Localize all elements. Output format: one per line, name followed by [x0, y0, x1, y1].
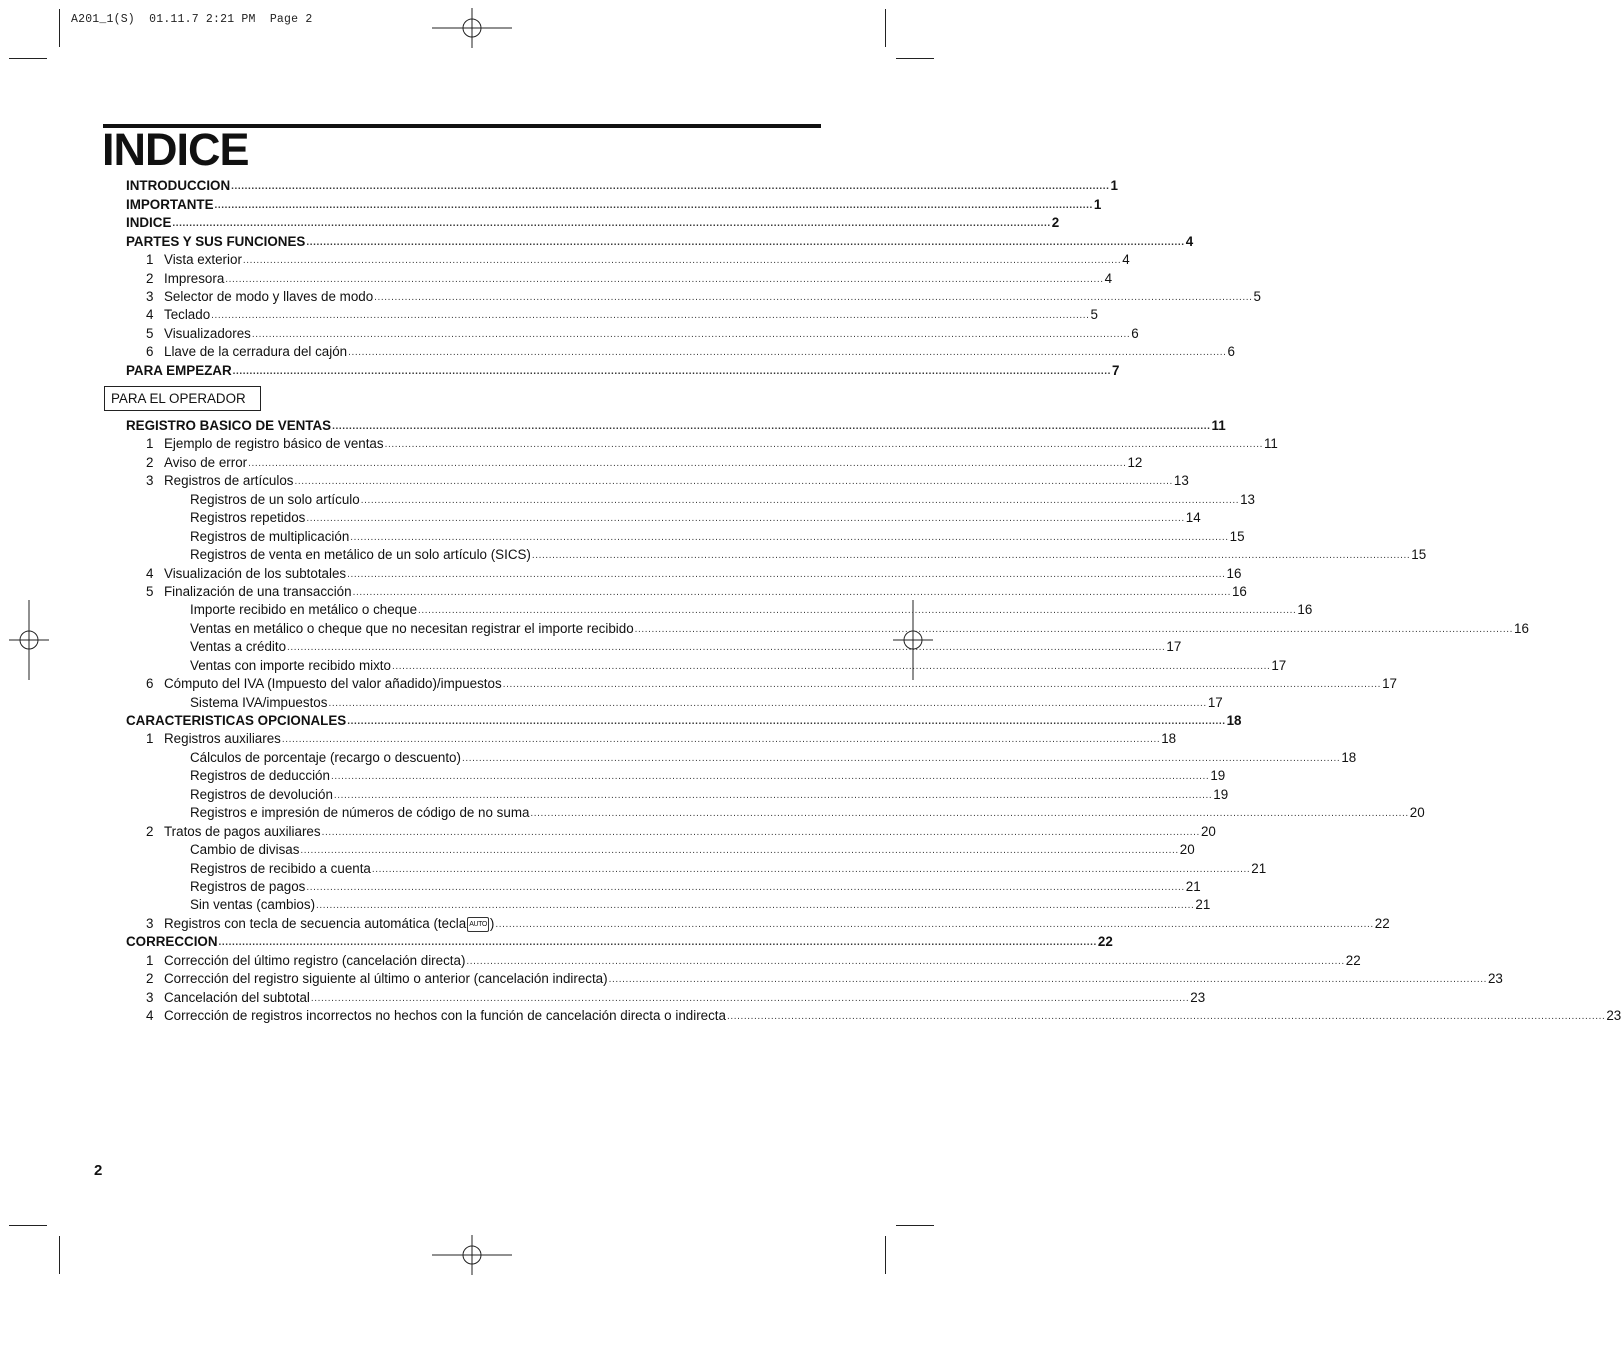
leader-dots: ....................................................................................................................................................................................................................................................................	[347, 716, 1226, 727]
toc-entry: 3 Selector de modo y llaves de modo .................................................................................................................................................................................................................................................................... 5	[146, 289, 1261, 304]
leader-dots: ....................................................................................................................................................................................................................................................................	[251, 329, 1131, 340]
toc-entry: Registros repetidos .................................................................................................................................................................................................................................................................... 14	[190, 510, 1201, 525]
leader-dots: ....................................................................................................................................................................................................................................................................	[225, 274, 1104, 285]
toc-entry: 1 Registros auxiliares .................................................................................................................................................................................................................................................................... 18	[146, 731, 1177, 746]
leader-dots: ....................................................................................................................................................................................................................................................................	[294, 476, 1173, 487]
toc-entry: Ventas con importe recibido mixto .................................................................................................................................................................................................................................................................... 17	[190, 658, 1287, 673]
leader-dots: ....................................................................................................................................................................................................................................................................	[306, 513, 1185, 524]
leader-dots: ....................................................................................................................................................................................................................................................................	[172, 218, 1051, 229]
toc-entry: Sistema IVA/impuestos .................................................................................................................................................................................................................................................................... 17	[190, 695, 1223, 710]
toc-entry: 1 Corrección del último registro (cancelación directa) .................................................................................................................................................................................................................................................................... 22	[146, 953, 1361, 968]
toc-entry: 4 Visualización de los subtotales .................................................................................................................................................................................................................................................................... 16	[146, 566, 1242, 581]
leader-dots: ....................................................................................................................................................................................................................................................................	[350, 532, 1229, 543]
leader-dots: ....................................................................................................................................................................................................................................................................	[306, 237, 1185, 248]
toc-entry: IMPORTANTE .................................................................................................................................................................................................................................................................... 1	[126, 197, 1102, 212]
leader-dots: ....................................................................................................................................................................................................................................................................	[502, 679, 1382, 690]
leader-dots: ....................................................................................................................................................................................................................................................................	[287, 642, 1166, 653]
leader-dots: ....................................................................................................................................................................................................................................................................	[211, 310, 1090, 321]
toc-entry: Registros de deducción .................................................................................................................................................................................................................................................................... 19	[190, 768, 1226, 783]
leader-dots: ....................................................................................................................................................................................................................................................................	[328, 698, 1207, 709]
toc-entry: Cambio de divisas .................................................................................................................................................................................................................................................................... 20	[190, 842, 1195, 857]
toc-entry: 4 Teclado .................................................................................................................................................................................................................................................................... 5	[146, 307, 1098, 322]
leader-dots: ....................................................................................................................................................................................................................................................................	[347, 569, 1226, 580]
leader-dots: ....................................................................................................................................................................................................................................................................	[330, 771, 1210, 782]
toc-entry: Registros de venta en metálico de un solo artículo (SICS) .................................................................................................................................................................................................................................................................... 15	[190, 547, 1427, 562]
leader-dots: ....................................................................................................................................................................................................................................................................	[281, 734, 1161, 745]
toc-entry: 2 Impresora .................................................................................................................................................................................................................................................................... 4	[146, 271, 1113, 286]
toc-entry: Importe recibido en metálico o cheque .................................................................................................................................................................................................................................................................... 16	[190, 602, 1313, 617]
toc-entry: Ventas en metálico o cheque que no necesitan registrar el importe recibido .................................................................................................................................................................................................................................................................... 16	[190, 621, 1529, 636]
registration-mark-top	[432, 8, 512, 48]
toc-entry: 3 Registros de artículos .................................................................................................................................................................................................................................................................... 13	[146, 473, 1189, 488]
toc-entry: 5 Finalización de una transacción .................................................................................................................................................................................................................................................................... 16	[146, 584, 1247, 599]
page-title: INDICE	[102, 124, 249, 175]
leader-dots: ....................................................................................................................................................................................................................................................................	[352, 587, 1231, 598]
toc-entry: Registros de multiplicación .................................................................................................................................................................................................................................................................... 15	[190, 529, 1245, 544]
leader-dots: ....................................................................................................................................................................................................................................................................	[242, 255, 1122, 266]
toc-entry: Registros de pagos .................................................................................................................................................................................................................................................................... 21	[190, 879, 1201, 894]
leader-dots: ....................................................................................................................................................................................................................................................................	[418, 605, 1297, 616]
toc-entry: Registros de devolución .................................................................................................................................................................................................................................................................... 19	[190, 787, 1229, 802]
toc-entry: 2 Tratos de pagos auxiliares .................................................................................................................................................................................................................................................................... 20	[146, 824, 1216, 839]
leader-dots: ....................................................................................................................................................................................................................................................................	[348, 347, 1227, 358]
toc-entry: 3 Registros con tecla de secuencia automática (tecla AUTO ) .................................................................................................................................................................................................................................................................... 22	[146, 916, 1390, 931]
leader-dots: ....................................................................................................................................................................................................................................................................	[466, 956, 1345, 967]
leader-dots: ....................................................................................................................................................................................................................................................................	[231, 181, 1110, 192]
leader-dots: ....................................................................................................................................................................................................................................................................	[248, 458, 1127, 469]
print-slug: A201_1(S) 01.11.7 2:21 PM Page 2	[71, 13, 313, 26]
toc-entry: CARACTERISTICAS OPCIONALES .................................................................................................................................................................................................................................................................... 18	[126, 713, 1242, 728]
leader-dots: ....................................................................................................................................................................................................................................................................	[332, 421, 1211, 432]
registration-mark-left	[9, 600, 49, 680]
toc-entry: 3 Cancelación del subtotal .................................................................................................................................................................................................................................................................... 23	[146, 990, 1206, 1005]
leader-dots: ....................................................................................................................................................................................................................................................................	[321, 827, 1200, 838]
toc-entry: 2 Corrección del registro siguiente al último o anterior (cancelación indirecta) .................................................................................................................................................................................................................................................................... 23	[146, 971, 1503, 986]
leader-dots: ....................................................................................................................................................................................................................................................................	[634, 624, 1514, 635]
auto-key-icon: AUTO	[467, 917, 489, 932]
toc-entry: 6 Cómputo del IVA (Impuesto del valor añadido)/impuestos .................................................................................................................................................................................................................................................................... 17	[146, 676, 1397, 691]
leader-dots: ....................................................................................................................................................................................................................................................................	[232, 366, 1112, 377]
leader-dots: ....................................................................................................................................................................................................................................................................	[306, 882, 1185, 893]
section-label-box: PARA EL OPERADOR	[104, 386, 261, 411]
toc-entry: REGISTRO BASICO DE VENTAS .................................................................................................................................................................................................................................................................... 11	[126, 418, 1226, 433]
leader-dots: ....................................................................................................................................................................................................................................................................	[726, 1011, 1606, 1022]
leader-dots: ....................................................................................................................................................................................................................................................................	[310, 993, 1190, 1004]
leader-dots: ....................................................................................................................................................................................................................................................................	[374, 292, 1253, 303]
toc-entry: PARTES Y SUS FUNCIONES .................................................................................................................................................................................................................................................................... 4	[126, 234, 1194, 249]
leader-dots: ....................................................................................................................................................................................................................................................................	[214, 200, 1093, 211]
toc-entry: CORRECCION .................................................................................................................................................................................................................................................................... 22	[126, 934, 1113, 949]
toc-entry: 1 Vista exterior .................................................................................................................................................................................................................................................................... 4	[146, 252, 1130, 267]
toc-entry: Ventas a crédito .................................................................................................................................................................................................................................................................... 17	[190, 639, 1182, 654]
toc-entry: INDICE .................................................................................................................................................................................................................................................................... 2	[126, 215, 1060, 230]
toc-entry: PARA EMPEZAR .................................................................................................................................................................................................................................................................... 7	[126, 363, 1120, 378]
leader-dots: ....................................................................................................................................................................................................................................................................	[218, 937, 1097, 948]
toc-entry: 1 Ejemplo de registro básico de ventas .................................................................................................................................................................................................................................................................... 11	[146, 436, 1278, 451]
toc-entry: 6 Llave de la cerradura del cajón .................................................................................................................................................................................................................................................................... 6	[146, 344, 1235, 359]
leader-dots: ....................................................................................................................................................................................................................................................................	[300, 845, 1179, 856]
leader-dots: ....................................................................................................................................................................................................................................................................	[371, 864, 1251, 875]
leader-dots: ....................................................................................................................................................................................................................................................................	[461, 753, 1341, 764]
toc-entry: Sin ventas (cambios) .................................................................................................................................................................................................................................................................... 21	[190, 897, 1211, 912]
leader-dots: ....................................................................................................................................................................................................................................................................	[608, 974, 1487, 985]
toc-entry: Cálculos de porcentaje (recargo o descuento) .................................................................................................................................................................................................................................................................... 18	[190, 750, 1357, 765]
leader-dots: ....................................................................................................................................................................................................................................................................	[316, 900, 1195, 911]
leader-dots: ....................................................................................................................................................................................................................................................................	[384, 439, 1263, 450]
leader-dots: ....................................................................................................................................................................................................................................................................	[530, 808, 1409, 819]
leader-dots: ....................................................................................................................................................................................................................................................................	[391, 661, 1271, 672]
toc-entry: 5 Visualizadores .................................................................................................................................................................................................................................................................... 6	[146, 326, 1139, 341]
leader-dots: ....................................................................................................................................................................................................................................................................	[495, 919, 1374, 930]
page-number: 2	[94, 1162, 103, 1179]
toc-entry: 4 Corrección de registros incorrectos no hechos con la función de cancelación directa o indirecta .................................................................................................................................................................................................................................................................... 23	[146, 1008, 1621, 1023]
leader-dots: ....................................................................................................................................................................................................................................................................	[531, 550, 1411, 561]
toc-entry: INTRODUCCION .................................................................................................................................................................................................................................................................... 1	[126, 178, 1118, 193]
toc-entry: Registros de recibido a cuenta .................................................................................................................................................................................................................................................................... 21	[190, 861, 1267, 876]
leader-dots: ....................................................................................................................................................................................................................................................................	[333, 790, 1213, 801]
leader-dots: ....................................................................................................................................................................................................................................................................	[360, 495, 1240, 506]
registration-mark-bottom	[432, 1235, 512, 1275]
toc-entry: 2 Aviso de error .................................................................................................................................................................................................................................................................... 12	[146, 455, 1143, 470]
toc-entry: Registros e impresión de números de código de no suma .................................................................................................................................................................................................................................................................... 20	[190, 805, 1425, 820]
toc-entry: Registros de un solo artículo .................................................................................................................................................................................................................................................................... 13	[190, 492, 1255, 507]
